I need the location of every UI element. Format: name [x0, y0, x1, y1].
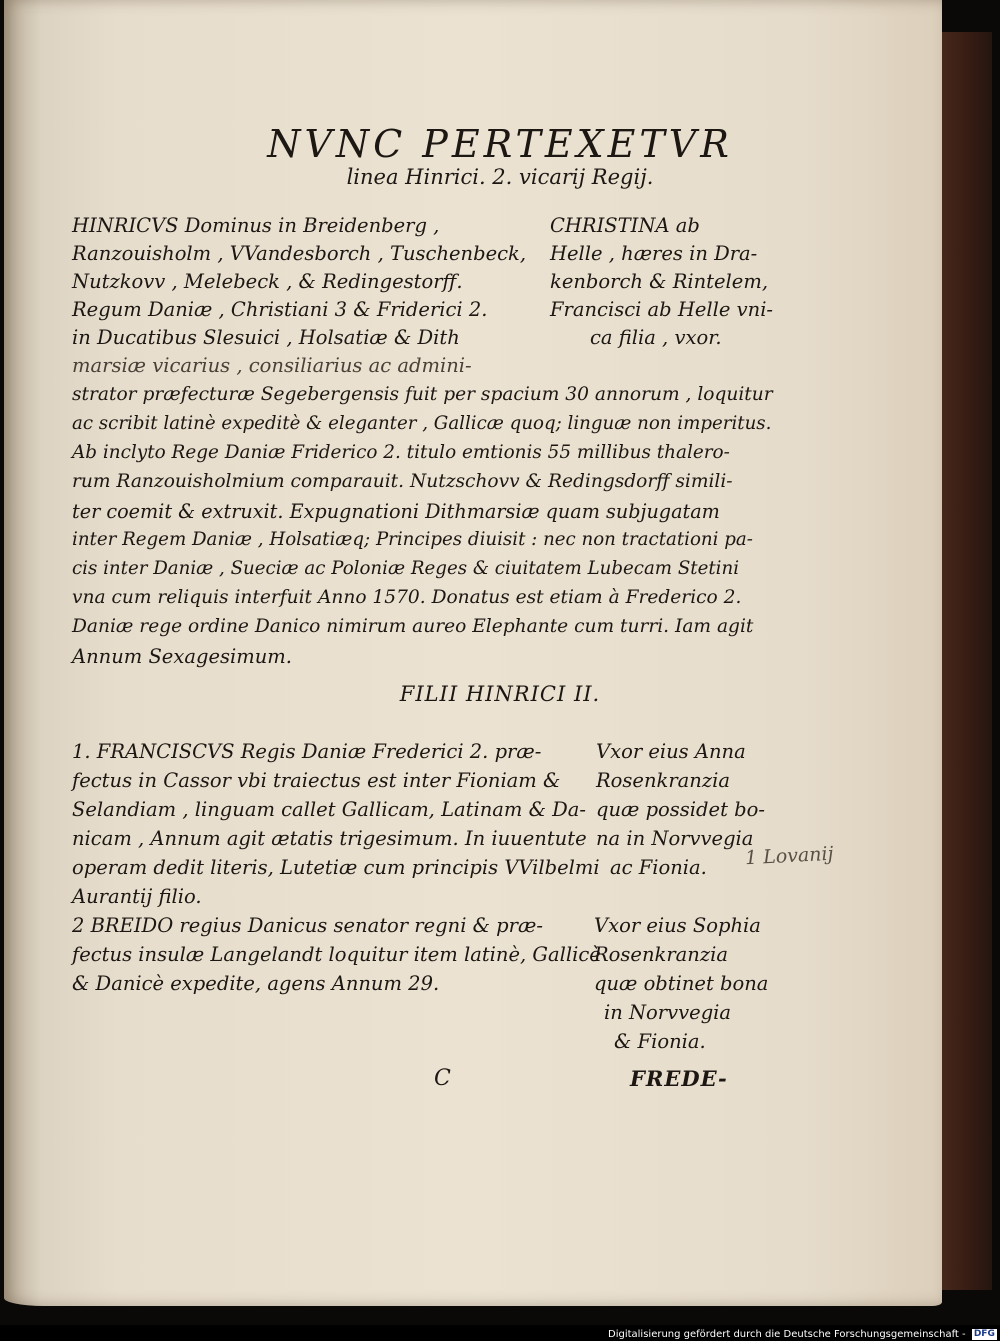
catchword: FREDE-	[630, 1066, 728, 1091]
left-block-line: HINRICVS Dominus in Breidenberg ,	[72, 214, 440, 237]
son2-wife-line: & Fionia.	[614, 1030, 706, 1053]
right-block-line: Helle , hæres in Dra-	[550, 242, 758, 265]
son2-line: 2 BREIDO regius Danicus senator regni & præ-	[72, 914, 543, 937]
right-block-line: ca filia , vxor.	[590, 326, 722, 349]
son2-wife-line: Rosenkranzia	[594, 943, 728, 966]
right-block-line: kenborch & Rintelem,	[550, 270, 769, 293]
son2-wife-line: quæ obtinet bona	[594, 972, 769, 995]
handwritten-margin-note: 1 Lovanij	[744, 842, 834, 870]
footer-text: Digitalisierung gefördert durch die Deutsche Forschungsgemeinschaft -	[608, 1329, 966, 1340]
left-block-line: Nutzkovv , Melebeck , & Redingestorff.	[72, 270, 463, 293]
son1-line: nicam , Annum agit ætatis trigesimum. In iuuentute	[72, 827, 587, 850]
son1-wife-line: Rosenkranzia	[596, 769, 730, 792]
son1-line: 1. FRANCISCVS Regis Daniæ Frederici 2. præ-	[72, 740, 542, 763]
son1-line: Selandiam , linguam callet Gallicam, Latinam & Da-	[72, 798, 587, 821]
paragraph-line: ac scribit latinè expeditè & eleganter , Gallicæ quoq; linguæ non imperitus.	[72, 413, 772, 434]
book-edge	[936, 32, 992, 1290]
son1-wife-line: Vxor eius Anna	[596, 740, 746, 763]
son1-wife-line: quæ possidet bo-	[596, 798, 765, 821]
paragraph-line: vna cum reliquis interfuit Anno 1570. Donatus est etiam à Frederico 2.	[72, 587, 742, 608]
paragraph-line: cis inter Daniæ , Sueciæ ac Poloniæ Reges & ciuitatem Lubecam Stetini	[72, 558, 740, 579]
son1-line: fectus in Cassor vbi traiectus est inter Fioniam &	[72, 769, 561, 792]
left-block-line: in Ducatibus Slesuici , Holsatiæ & Dith	[72, 326, 460, 349]
son1-line: operam dedit literis, Lutetiæ cum principis VVilbelmi	[72, 856, 600, 879]
right-block-line: Francisci ab Helle vni-	[550, 298, 774, 321]
section-heading: FILII HINRICI II.	[399, 682, 601, 706]
digitization-footer	[608, 1328, 1000, 1341]
left-block-line: Regum Daniæ , Christiani 3 & Friderici 2.	[72, 298, 488, 321]
son2-wife-line: Vxor eius Sophia	[594, 914, 761, 937]
son1-wife-line: ac Fionia.	[610, 856, 707, 879]
paragraph-line: Ab inclyto Rege Daniæ Friderico 2. titulo emtionis 55 millibus thalero-	[72, 442, 730, 463]
dfg-logo: DFG	[973, 1328, 995, 1339]
paragraph-line: Annum Sexagesimum.	[72, 645, 292, 668]
paragraph-line: strator præfecturæ Segebergensis fuit per spacium 30 annorum , loquitur	[72, 384, 773, 405]
signature-mark: C	[434, 1066, 451, 1091]
paragraph-line: inter Regem Daniæ , Holsatiæq; Principes diuisit : nec non tractationi pa-	[72, 529, 753, 550]
son1-wife-line: na in Norvvegia	[596, 827, 754, 850]
paragraph-line: Daniæ rege ordine Danico nimirum aureo Elephante cum turri. Iam agit	[72, 616, 754, 637]
right-block-line: CHRISTINA ab	[550, 214, 700, 237]
paragraph-line: rum Ranzouisholmium comparauit. Nutzschovv & Redingsdorff simili-	[72, 471, 733, 492]
paragraph-line: ter coemit & extruxit. Expugnationi Dithmarsiæ quam subjugatam	[72, 500, 720, 523]
son2-wife-line: in Norvvegia	[604, 1001, 732, 1024]
left-block-line: marsiæ vicarius , consiliarius ac admini-	[72, 354, 472, 377]
page-title: NVNC PERTEXETVR	[267, 122, 733, 166]
son2-line: & Danicè expedite, agens Annum 29.	[72, 972, 440, 995]
page-subtitle: linea Hinrici. 2. vicarij Regij.	[346, 165, 654, 189]
son1-line: Aurantij filio.	[72, 885, 202, 908]
left-block-line: Ranzouisholm , VVandesborch , Tuschenbeck,	[72, 242, 527, 265]
son2-line: fectus insulæ Langelandt loquitur item latinè, Gallicè	[72, 943, 601, 966]
